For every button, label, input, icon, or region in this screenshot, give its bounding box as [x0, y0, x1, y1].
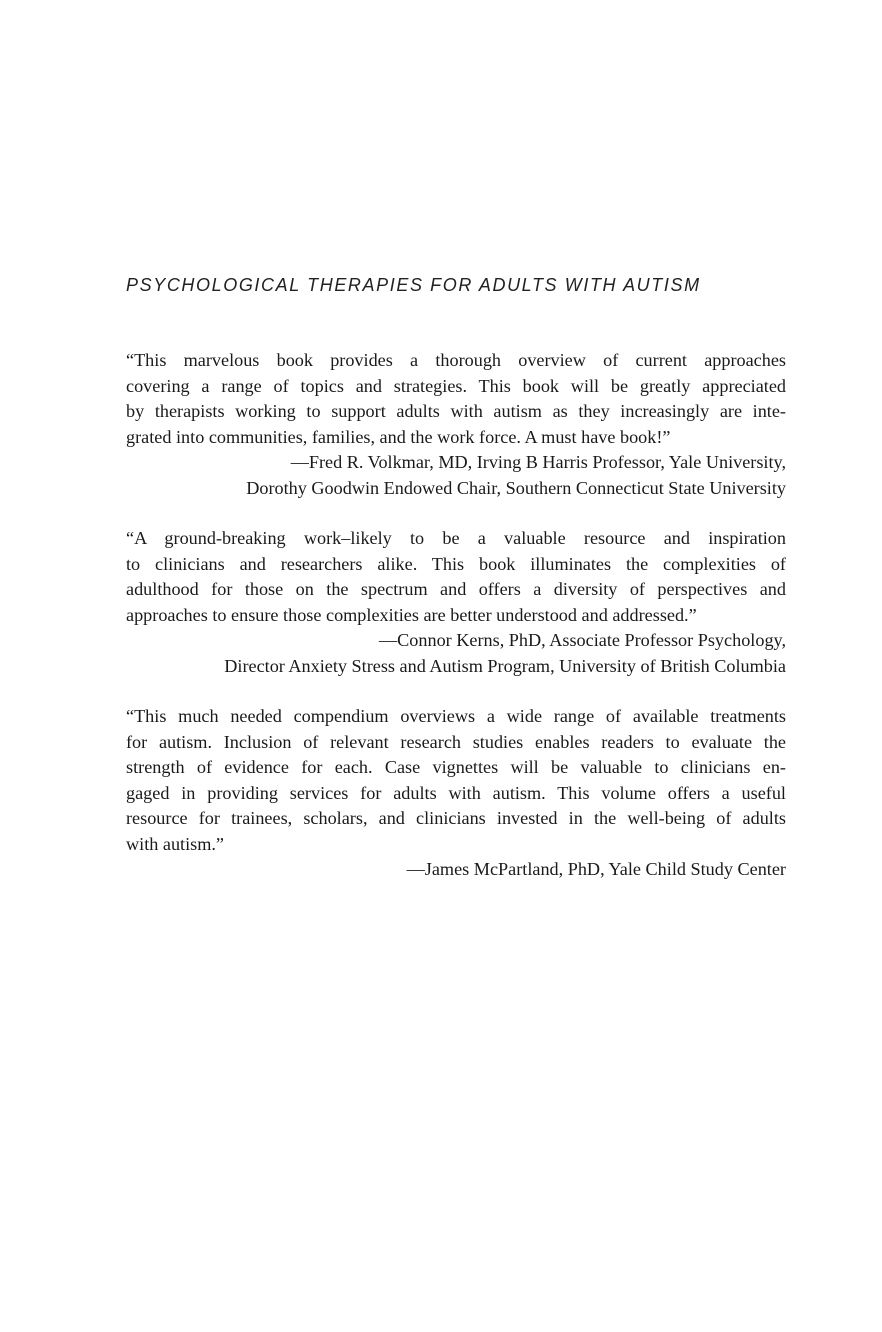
- quote-line: to clinicians and researchers alike. This book illuminates the complexities of: [126, 553, 786, 574]
- endorsement-attribution: [126, 628, 786, 679]
- endorsement-volkmar: [126, 348, 786, 501]
- endorsement-quote: [126, 348, 786, 450]
- endorsements-page: [126, 272, 786, 908]
- quote-line: by therapists working to support adults with autism as they increasingly are inte-: [126, 401, 786, 421]
- endorsement-kerns: [126, 526, 786, 679]
- quote-line: adulthood for those on the spectrum and offers a diversity of perspectives and: [126, 579, 786, 599]
- quote-line: covering a range of topics and strategies. This book will be greatly appreciated: [126, 375, 786, 396]
- quote-line: “This marvelous book provides a thorough overview of current approaches: [126, 350, 786, 370]
- quote-line: for autism. Inclusion of relevant research studies enables readers to evaluate the: [126, 731, 786, 752]
- quote-line: gaged in providing services for adults with autism. This volume offers a useful: [126, 782, 786, 803]
- attribution-line: —Fred R. Volkmar, MD, Irving B Harris Professor, Yale University,: [290, 452, 786, 472]
- endorsement-mcpartland: [126, 704, 786, 883]
- quote-line: “This much needed compendium overviews a wide range of available treatments: [126, 706, 786, 726]
- attribution-line: —James McPartland, PhD, Yale Child Study Center: [406, 859, 786, 879]
- quote-line: “A ground-breaking work–likely to be a valuable resource and inspiration: [126, 528, 786, 548]
- quote-line: with autism.”: [126, 833, 224, 854]
- endorsement-quote: [126, 526, 786, 628]
- quote-line: strength of evidence for each. Case vignettes will be valuable to clinicians en-: [126, 757, 786, 777]
- attribution-line: —Connor Kerns, PhD, Associate Professor Psychology,: [378, 630, 786, 650]
- quote-line: grated into communities, families, and the work force. A must have book!”: [126, 426, 671, 447]
- attribution-line: Director Anxiety Stress and Autism Program, University of British Columbia: [224, 655, 786, 676]
- book-title: PSYCHOLOGICAL THERAPIES FOR ADULTS WITH AUTISM: [126, 275, 701, 295]
- quote-line: resource for trainees, scholars, and clinicians invested in the well-being of adults: [126, 808, 786, 828]
- endorsement-quote: [126, 704, 786, 857]
- endorsement-attribution: [126, 857, 786, 883]
- attribution-line: Dorothy Goodwin Endowed Chair, Southern Connecticut State University: [246, 477, 786, 498]
- quote-line: approaches to ensure those complexities are better understood and addressed.”: [126, 604, 697, 625]
- endorsement-attribution: [126, 450, 786, 501]
